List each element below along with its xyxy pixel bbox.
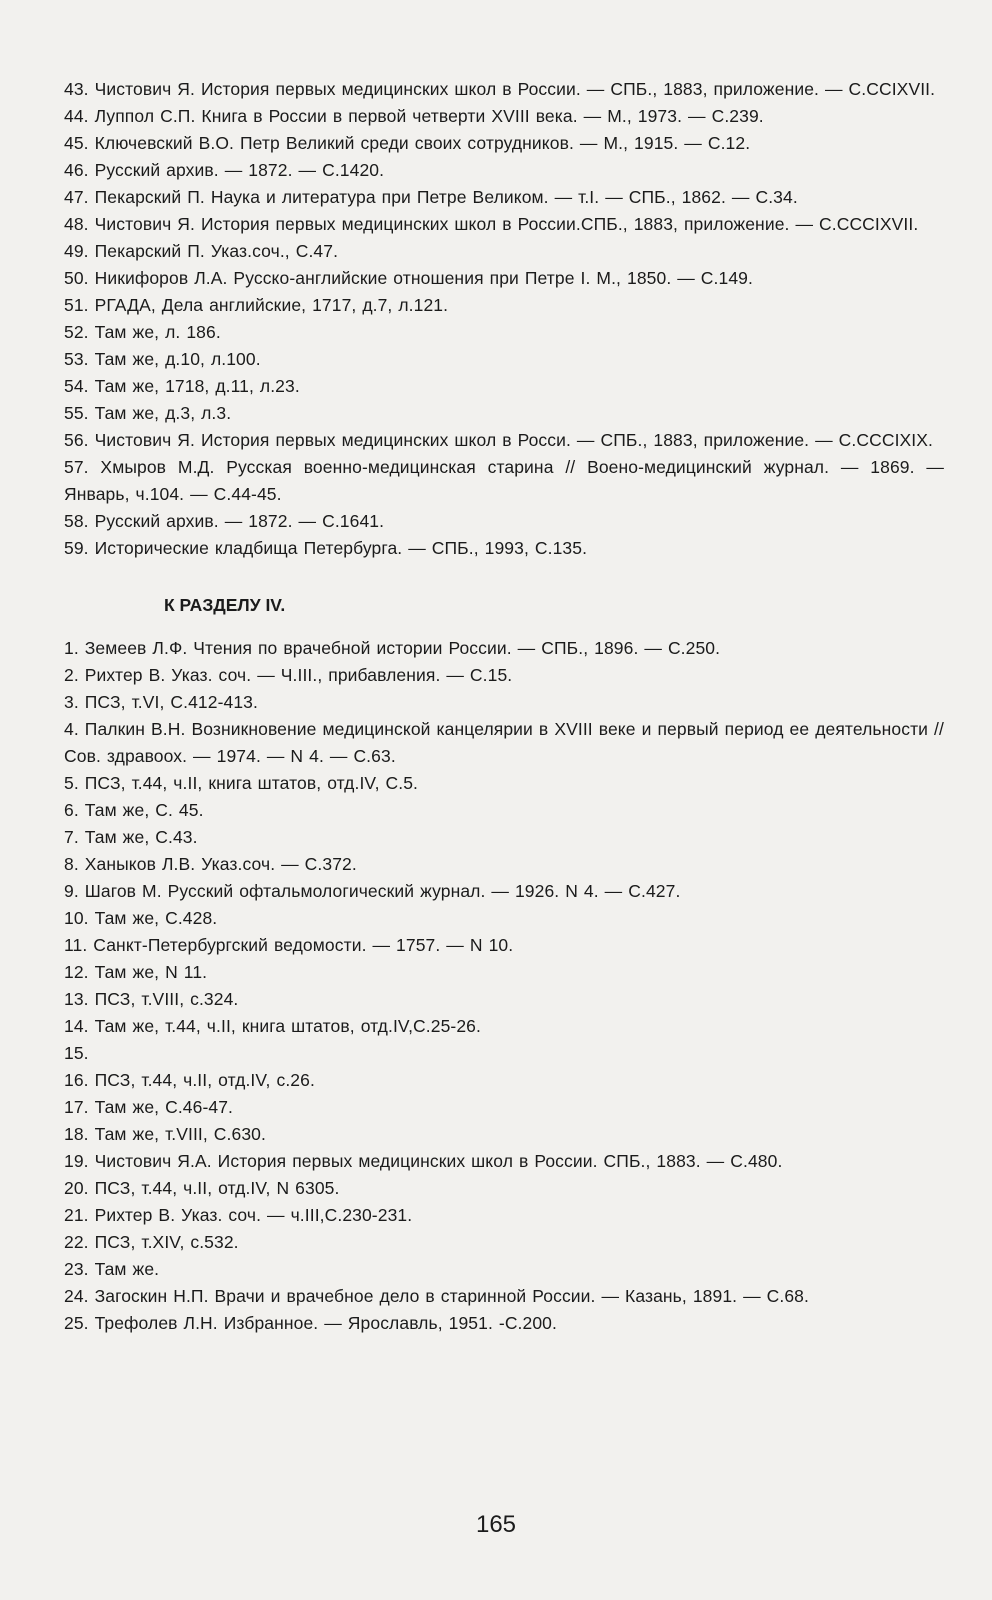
note-entry: 23. Там же. [64,1259,160,1279]
note-entry: 50. Никифоров Л.А. Русско-английские отношения при Петре I. М., 1850. — С.149. [64,268,753,288]
notes-list-section-iv [64,635,944,1337]
notes-list-top [64,76,944,562]
note-entry: 5. ПСЗ, т.44, ч.II, книга штатов, отд.IV, С.5. [64,773,418,793]
note-entry: 18. Там же, т.VIII, С.630. [64,1124,266,1144]
note-entry: 56. Чистович Я. История первых медицинских школ в Росси. — СПБ., 1883, приложение. — С.CCCIXIX. [64,430,934,450]
document-page [64,76,944,1337]
note-entry: 6. Там же, С. 45. [64,800,204,820]
note-entry: 25. Трефолев Л.Н. Избранное. — Ярославль, 1951. -С.200. [64,1313,557,1333]
note-entry: 44. Луппол С.П. Книга в России в первой четверти XVIII века. — М., 1973. — С.239. [64,106,764,126]
note-entry: 22. ПСЗ, т.XIV, с.532. [64,1232,239,1252]
note-entry: 12. Там же, N 11. [64,962,208,982]
note-entry: 46. Русский архив. — 1872. — С.1420. [64,160,385,180]
note-entry: 21. Рихтер В. Указ. соч. — ч.III,С.230-231. [64,1205,413,1225]
note-entry: 58. Русский архив. — 1872. — С.1641. [64,511,385,531]
note-entry: 49. Пекарский П. Указ.соч., С.47. [64,241,339,261]
note-entry: 57. Хмыров М.Д. Русская военно-медицинская старина // Воено-медицинский журнал. — 1869. — Январь, ч.104. — С.44-45. [64,457,944,504]
note-entry: 1. Земеев Л.Ф. Чтения по врачебной истории России. — СПБ., 1896. — С.250. [64,638,721,658]
note-entry: 52. Там же, л. 186. [64,322,221,342]
note-entry: 9. Шагов М. Русский офтальмологический журнал. — 1926. N 4. — С.427. [64,881,681,901]
note-entry: 13. ПСЗ, т.VIII, с.324. [64,989,239,1009]
note-entry: 17. Там же, С.46-47. [64,1097,234,1117]
note-entry: 7. Там же, С.43. [64,827,198,847]
note-entry: 43. Чистович Я. История первых медицинских школ в России. — СПБ., 1883, приложение. — С.CCIXVII. [64,79,936,99]
note-entry: 45. Ключевский В.О. Петр Великий среди своих сотрудников. — М., 1915. — С.12. [64,133,751,153]
note-entry: 16. ПСЗ, т.44, ч.II, отд.IV, с.26. [64,1070,315,1090]
note-entry: 48. Чистович Я. История первых медицинских школ в России.СПБ., 1883, приложение. — С.CCCIXVII. [64,214,919,234]
note-entry: 20. ПСЗ, т.44, ч.II, отд.IV, N 6305. [64,1178,340,1198]
note-entry: 47. Пекарский П. Наука и литература при Петре Великом. — т.I. — СПБ., 1862. — С.34. [64,187,798,207]
note-entry: 55. Там же, д.3, л.3. [64,403,232,423]
note-entry: 10. Там же, С.428. [64,908,218,928]
section-heading: К РАЗДЕЛУ IV. [164,595,286,615]
note-entry: 19. Чистович Я.А. История первых медицинских школ в России. СПБ., 1883. — С.480. [64,1151,783,1171]
note-entry: 59. Исторические кладбища Петербурга. — СПБ., 1993, С.135. [64,538,588,558]
note-entry: 3. ПСЗ, т.VI, С.412-413. [64,692,258,712]
note-entry: 2. Рихтер В. Указ. соч. — Ч.III., прибавления. — С.15. [64,665,513,685]
note-entry: 54. Там же, 1718, д.11, л.23. [64,376,300,396]
note-entry: 14. Там же, т.44, ч.II, книга штатов, отд.IV,С.25-26. [64,1016,481,1036]
note-entry: 11. Санкт-Петербургский ведомости. — 1757. — N 10. [64,935,514,955]
note-entry: 15. [64,1043,89,1063]
note-entry: 4. Палкин В.Н. Возникновение медицинской канцелярии в XVIII веке и первый период ее деятельности //Сов. здравоох. — 1974. — N 4. — С.63. [64,719,944,766]
note-entry: 24. Загоскин Н.П. Врачи и врачебное дело в старинной России. — Казань, 1891. — С.68. [64,1286,809,1306]
page-number: 165 [475,1511,517,1538]
note-entry: 51. РГАДА, Дела английские, 1717, д.7, л.121. [64,295,449,315]
note-entry: 53. Там же, д.10, л.100. [64,349,261,369]
note-entry: 8. Ханыков Л.В. Указ.соч. — С.372. [64,854,357,874]
